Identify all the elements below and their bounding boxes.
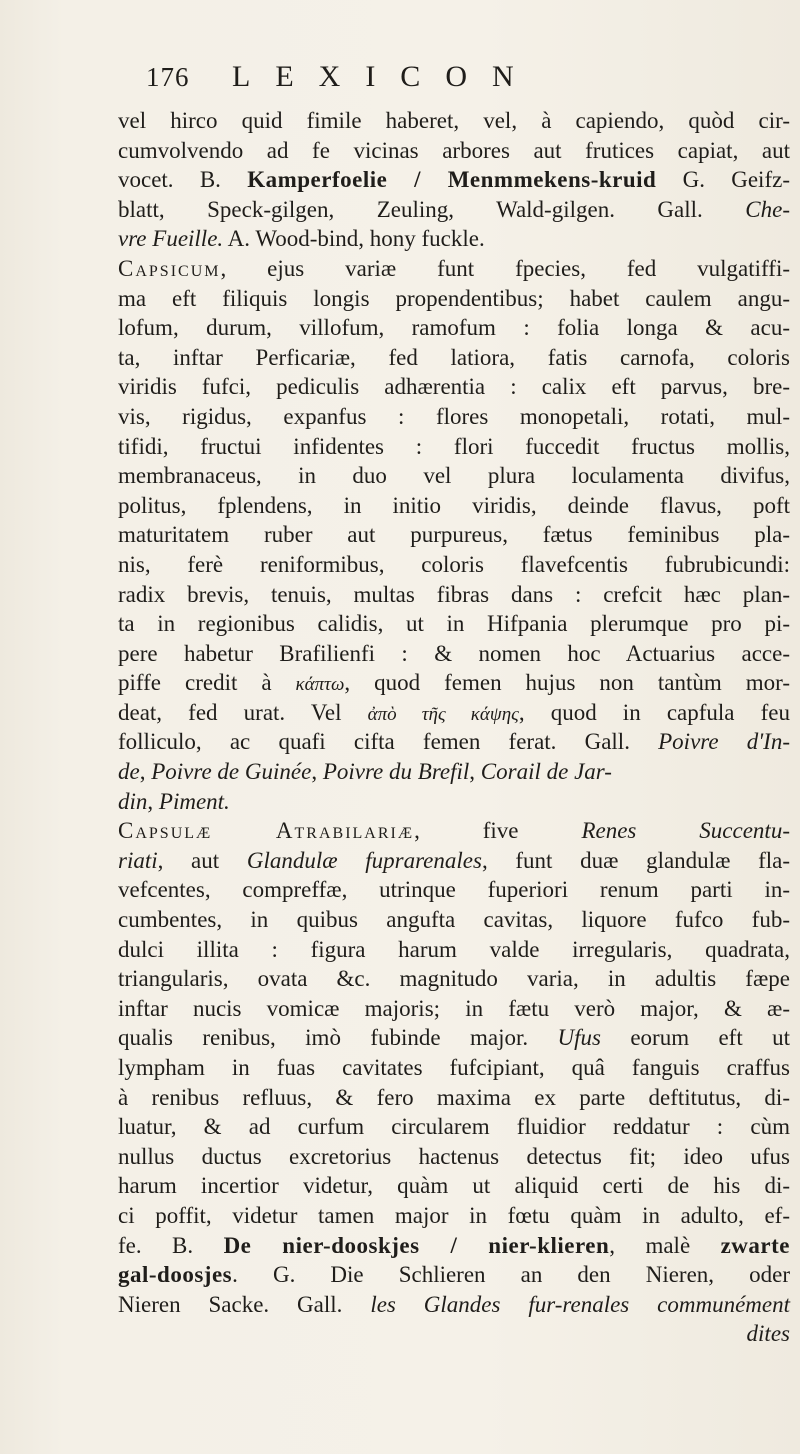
text-line xyxy=(118,550,790,580)
text-segment: qualis renibus, imò fubinde major. xyxy=(118,1025,558,1051)
italic-term: Renes Succentu- xyxy=(581,818,790,844)
text-line xyxy=(118,106,790,136)
dictionary-entries xyxy=(118,106,790,1349)
page-header xyxy=(146,58,786,102)
text-segment: triangularis, ovata &c. magnitudo varia, in adultis fæpe xyxy=(118,966,790,992)
entry-headword: Capsulæ Atrabilariæ xyxy=(118,818,415,844)
text-segment: A. Wood-bind, hony fuckle. xyxy=(223,226,485,252)
text-line xyxy=(118,1023,790,1053)
text-line xyxy=(118,372,790,402)
italic-term: Poivre d'In- xyxy=(658,729,790,755)
text-line xyxy=(118,1112,790,1142)
text-segment: Nieren Sacke. Gall. xyxy=(118,1291,371,1317)
text-line xyxy=(118,195,790,225)
text-segment: ta in regionibus calidis, ut in Hifpania plerumque pro pi- xyxy=(118,611,790,637)
text-line xyxy=(118,343,790,373)
text-segment: , quod in capfula feu xyxy=(518,699,790,725)
text-segment: fe. B. xyxy=(118,1232,224,1258)
text-line xyxy=(118,994,790,1024)
italic-term: Glandulæ fuprarenales xyxy=(246,847,482,873)
italic-term: dites xyxy=(746,1321,790,1347)
text-line xyxy=(118,846,790,876)
text-segment: vocet. B. xyxy=(118,167,248,193)
text-segment: ta, inftar Perficariæ, fed latiora, fatis carnofa, coloris xyxy=(118,344,790,370)
text-segment: deat, fed urat. Vel xyxy=(118,699,368,725)
text-line xyxy=(118,816,790,846)
page-number: 176 xyxy=(146,62,190,92)
text-line xyxy=(118,727,790,757)
text-segment: , ejus variæ funt fpecies, fed vulgatiffi- xyxy=(220,255,790,281)
text-line xyxy=(118,1053,790,1083)
text-line xyxy=(118,787,790,817)
text-line xyxy=(118,1201,790,1231)
text-line xyxy=(118,1231,790,1261)
text-segment: vel hirco quid fimile haberet, vel, à capiendo, quòd cir- xyxy=(118,108,790,133)
text-segment: , funt duæ glandulæ fla- xyxy=(481,847,791,873)
text-segment: dulci illita : figura harum valde irregularis, quadrata, xyxy=(118,936,790,962)
italic-term: les Glandes fur-renales communément xyxy=(370,1291,791,1317)
text-segment: lympham in fuas cavitates fufcipiant, quâ fanguis craffus xyxy=(118,1055,790,1080)
italic-term: Poivre de Guinée xyxy=(151,759,312,785)
text-line xyxy=(118,491,790,521)
blackletter-term: De nier-dooskjes / nier-klieren xyxy=(223,1232,610,1258)
text-segment: tifidi, fructui infidentes : flori fuccedit fructus mollis, xyxy=(118,433,790,459)
text-line xyxy=(118,935,790,965)
text-segment: membranaceus, in duo vel plura loculamenta divifus, xyxy=(118,463,790,489)
text-line xyxy=(118,1171,790,1201)
text-line xyxy=(118,136,790,166)
text-segment: . G. Die Schlieren an den Nieren, oder xyxy=(232,1262,790,1288)
italic-term: Che- xyxy=(745,196,790,222)
text-line xyxy=(118,757,790,787)
text-line xyxy=(118,639,790,669)
text-segment: , xyxy=(469,759,481,785)
text-line xyxy=(118,432,790,462)
running-title: LEXICON xyxy=(232,60,539,93)
text-segment: maturitatem ruber aut purpureus, fætus feminibus pla- xyxy=(118,522,790,548)
greek-term: ἀπὸ τῆς κάψης xyxy=(367,703,519,725)
italic-term: Poivre du Brefil xyxy=(322,759,470,785)
text-segment: , xyxy=(311,759,323,785)
text-line xyxy=(118,875,790,905)
blackletter-term: gal-doosjes xyxy=(118,1262,233,1288)
text-line xyxy=(118,1083,790,1113)
text-line xyxy=(118,284,790,314)
italic-term: Corail de Jar- xyxy=(480,759,612,785)
italic-term: vre Fueille. xyxy=(118,226,224,252)
text-segment: eorum eft ut xyxy=(600,1025,790,1051)
text-segment: radix brevis, tenuis, multas fibras dans : crefcit hæc plan- xyxy=(118,581,790,607)
text-line xyxy=(118,609,790,639)
greek-term: κάπτω xyxy=(295,674,345,696)
text-segment: cumbentes, in quibus angufta cavitas, liquore fufco fub- xyxy=(118,907,790,933)
text-segment: nis, ferè reniformibus, coloris flavefcentis fubrubicundi: xyxy=(118,551,790,577)
text-segment: nullus ductus excretorius hactenus detectus fit; ideo ufus xyxy=(118,1143,790,1169)
italic-term: din xyxy=(118,788,148,814)
text-segment: ci poffit, videtur tamen major in fœtu quàm in adulto, ef- xyxy=(118,1202,790,1228)
italic-term: Ufus xyxy=(557,1025,601,1051)
text-line xyxy=(118,224,790,254)
text-line xyxy=(118,698,790,728)
text-line xyxy=(118,254,790,284)
text-segment: luatur, & ad curfum circularem fluidior reddatur : cùm xyxy=(118,1114,790,1140)
text-segment: pere habetur Brafilienfi : & nomen hoc Actuarius acce- xyxy=(118,640,790,666)
text-line xyxy=(118,402,790,432)
text-line xyxy=(118,668,790,698)
text-segment: politus, fplendens, in initio viridis, deinde flavus, poft xyxy=(118,492,790,518)
text-segment: vefcentes, compreffæ, utrinque fuperiori renum parti in- xyxy=(118,877,790,903)
text-segment: lofum, durum, villofum, ramofum : folia longa & acu- xyxy=(118,315,790,341)
text-segment: viridis fufci, pediculis adhærentia : calix eft parvus, bre- xyxy=(118,374,790,400)
text-line xyxy=(118,1142,790,1172)
text-segment: ma eft filiquis longis propendentibus; habet caulem angu- xyxy=(118,285,790,311)
text-segment: , malè xyxy=(609,1232,721,1258)
text-segment: G. Geifz- xyxy=(656,167,790,193)
italic-term: de xyxy=(118,759,140,785)
text-segment: , xyxy=(139,759,152,785)
text-segment: piffe credit à xyxy=(118,670,296,696)
text-segment: , quod femen hujus non tantùm mor- xyxy=(344,670,790,696)
italic-term: Piment. xyxy=(158,788,230,814)
text-segment: , five xyxy=(414,818,582,844)
text-segment: à renibus refluus, & fero maxima ex parte deftitutus, di- xyxy=(118,1084,790,1110)
text-segment: cumvolvendo ad fe vicinas arbores aut frutices capiat, aut xyxy=(118,137,790,163)
text-line xyxy=(118,1260,790,1290)
text-segment: blatt, Speck-gilgen, Zeuling, Wald-gilgen. Gall. xyxy=(118,196,746,222)
text-line xyxy=(118,520,790,550)
text-line xyxy=(118,313,790,343)
blackletter-term: zwarte xyxy=(720,1232,790,1258)
text-segment: folliculo, ac quafi cifta femen ferat. Gall. xyxy=(118,729,659,755)
blackletter-term: Kamperfoelie / Menmmekens-kruid xyxy=(247,167,657,193)
italic-term: riati xyxy=(118,847,158,873)
text-line xyxy=(118,1290,790,1320)
text-line xyxy=(118,905,790,935)
text-segment: , xyxy=(147,788,159,814)
text-line xyxy=(118,1319,790,1349)
text-line xyxy=(118,461,790,491)
text-line xyxy=(118,165,790,195)
text-segment: vis, rigidus, expanfus : flores monopetali, rotati, mul- xyxy=(118,403,790,429)
text-segment: inftar nucis vomicæ majoris; in fætu verò major, & æ- xyxy=(118,995,790,1021)
text-segment: harum incertior videtur, quàm ut aliquid certi de his di- xyxy=(118,1173,790,1199)
text-line xyxy=(118,964,790,994)
text-line xyxy=(118,580,790,610)
text-segment: , aut xyxy=(157,847,247,873)
entry-headword: Capsicum xyxy=(118,255,221,281)
